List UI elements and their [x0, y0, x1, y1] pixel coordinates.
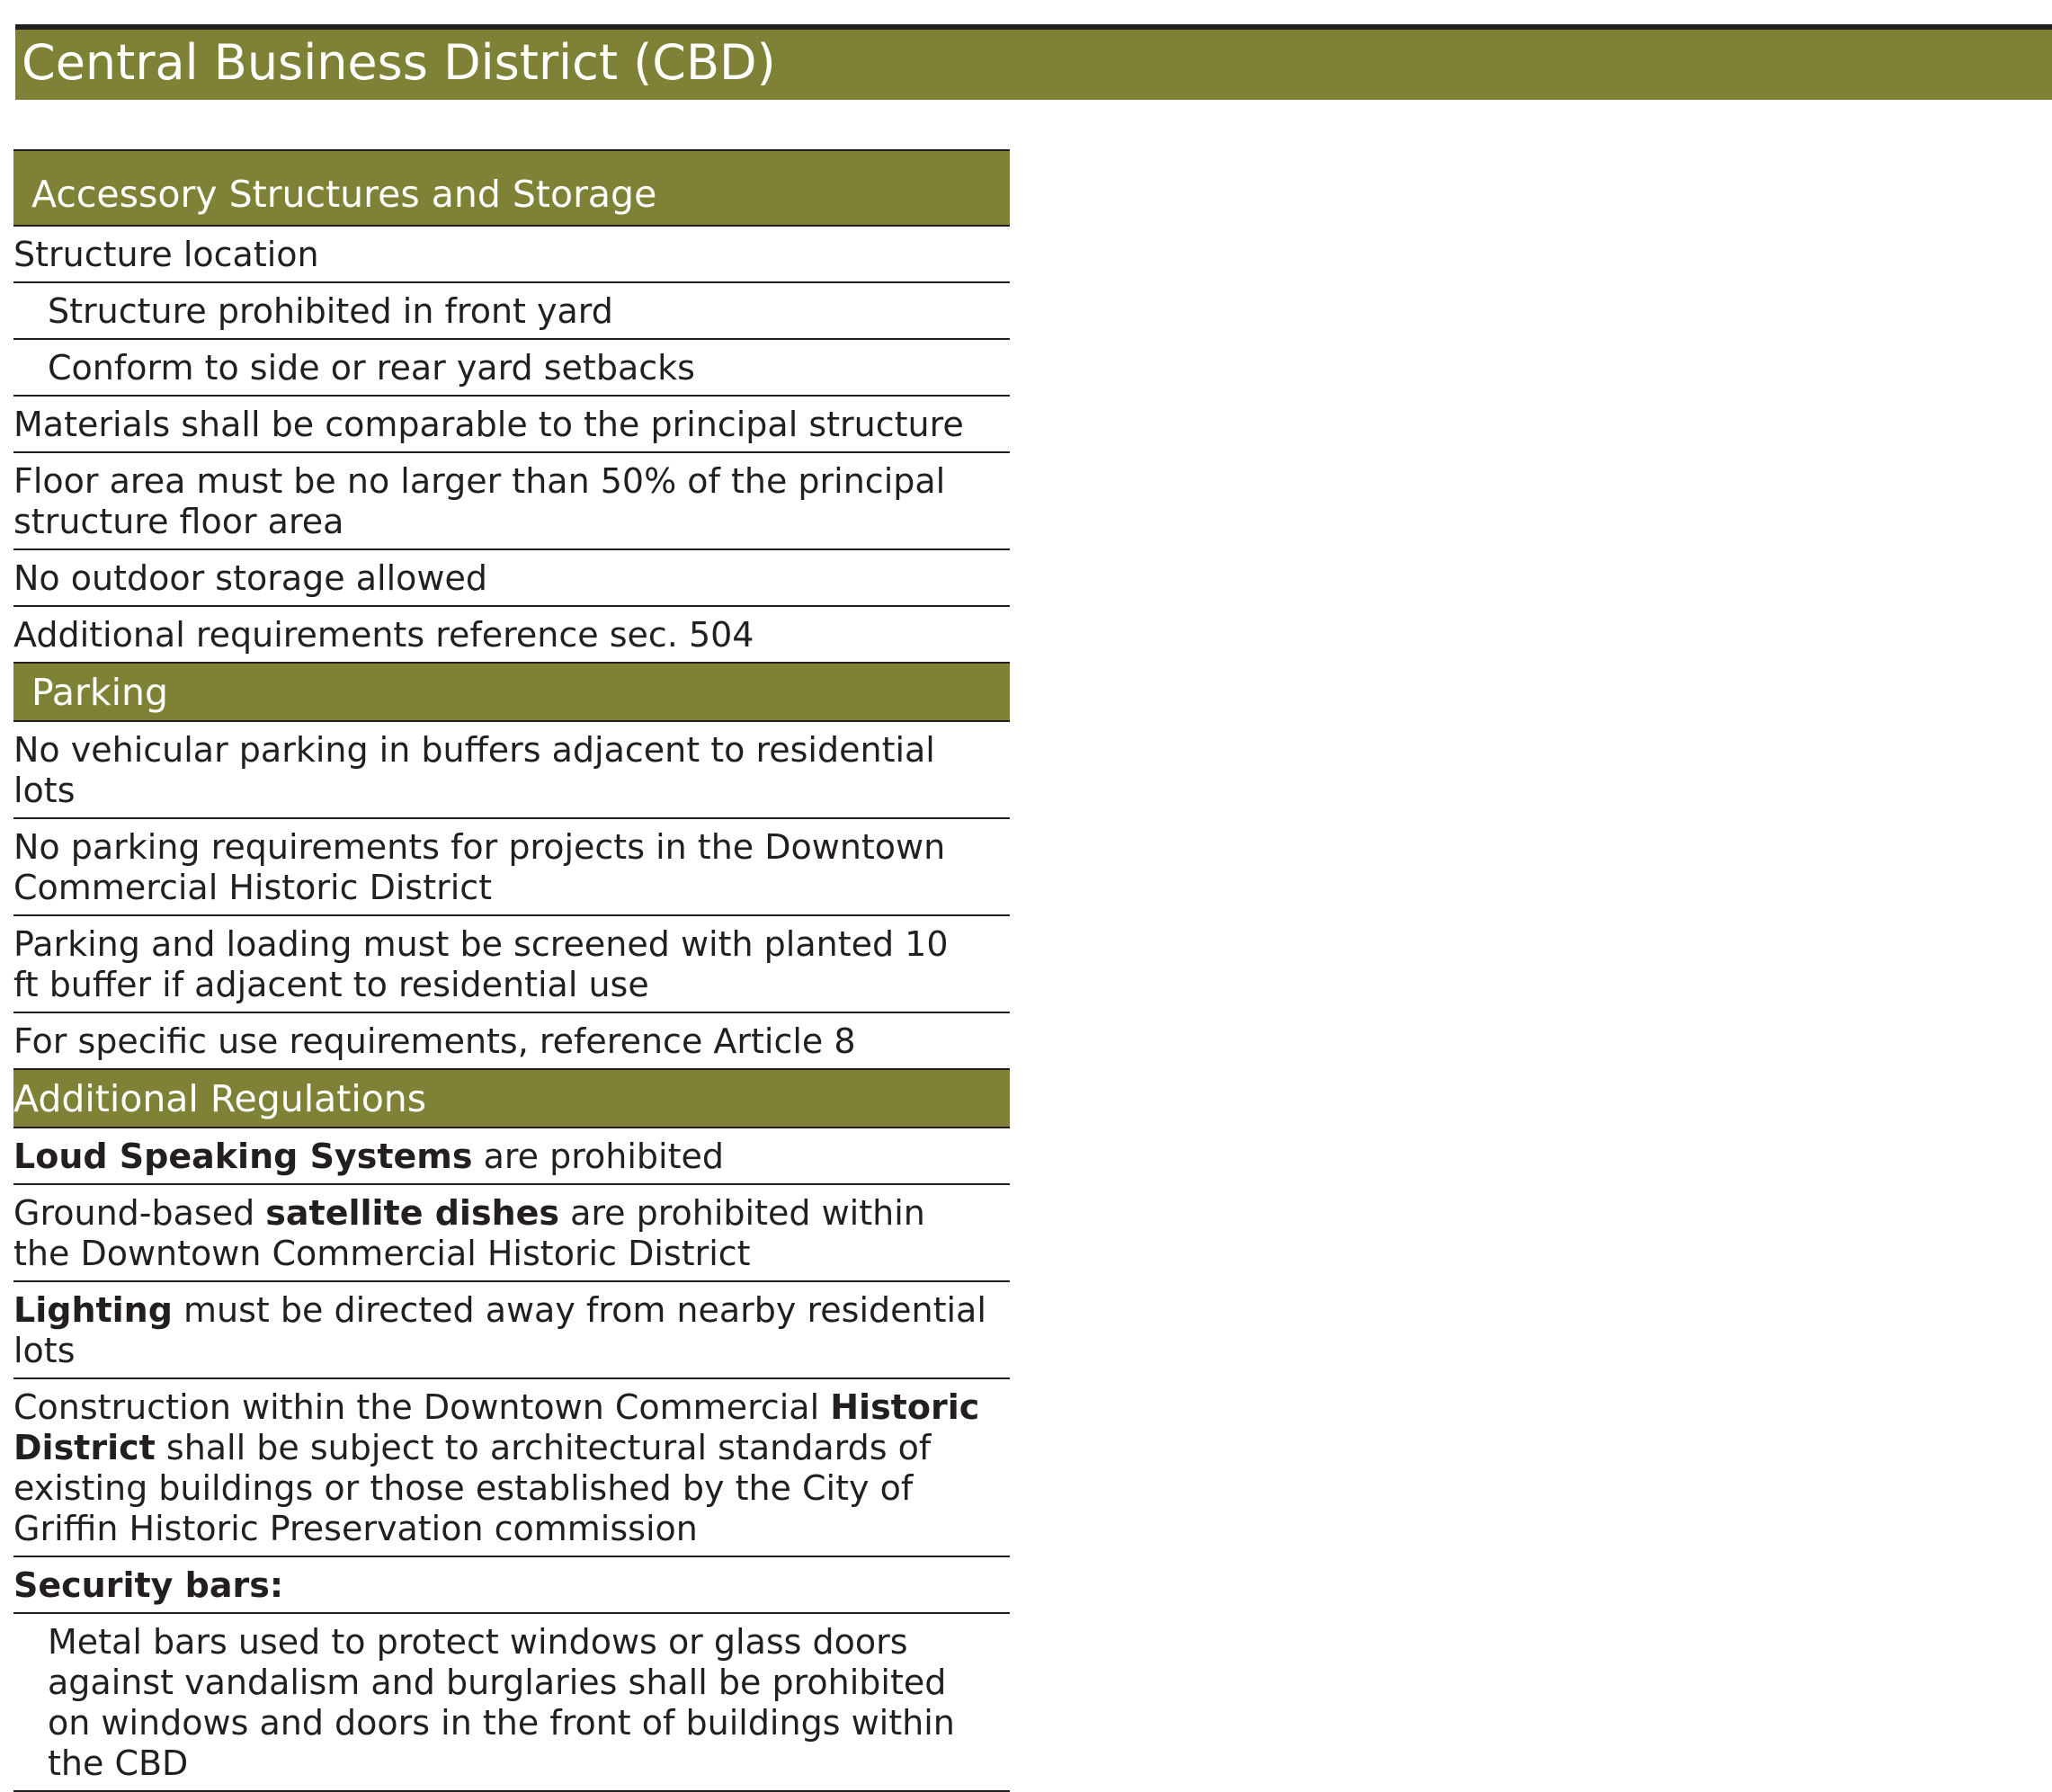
row-text: must be directed away from nearby residential lots — [13, 1290, 986, 1370]
accessory-row-setbacks: Conform to side or rear yard setbacks — [13, 340, 1010, 397]
accessory-row-floor-area: Floor area must be no larger than 50% of the principal structure floor area — [13, 453, 1010, 550]
parking-row-downtown: No parking requirements for projects in the Downtown Commercial Historic District — [13, 819, 1010, 916]
title-band — [15, 30, 2052, 100]
row-text: are prohibited within the Downtown Commercial Historic District — [13, 1193, 925, 1273]
additional-row-security-heading — [13, 1557, 1010, 1614]
page-title: Central Business District (CBD) — [22, 34, 776, 91]
row-text: are prohibited — [472, 1137, 724, 1176]
bold-term: Security bars: — [13, 1565, 284, 1605]
bold-term: Lighting — [13, 1290, 173, 1330]
bold-term: Loud Speaking Systems — [13, 1137, 473, 1176]
additional-row-construction — [13, 1379, 1010, 1557]
section-heading-accessory: Accessory Structures and Storage — [13, 151, 1010, 227]
row-text: shall be subject to architectural standards of existing buildings or those established by the City of Griffin Historic Preservation commission — [13, 1428, 932, 1548]
regulations-panel — [13, 149, 1010, 1792]
parking-row-screening: Parking and loading must be screened with planted 10 ft buffer if adjacent to residential use — [13, 916, 1010, 1013]
accessory-row-structure-location: Structure location — [13, 227, 1010, 283]
row-text: Construction within the Downtown Commercial — [13, 1387, 831, 1427]
row-text: Ground-based — [13, 1193, 266, 1233]
parking-row-article-8: For specific use requirements, reference Article 8 — [13, 1013, 1010, 1070]
bold-term: satellite dishes — [265, 1193, 560, 1233]
additional-row-lighting — [13, 1282, 1010, 1379]
additional-row-loud-speaking — [13, 1128, 1010, 1185]
section-heading-additional: Additional Regulations — [13, 1070, 1010, 1128]
accessory-row-outdoor-storage: No outdoor storage allowed — [13, 550, 1010, 607]
additional-row-security-text: Metal bars used to protect windows or glass doors against vandalism and burglaries shall be prohibited on windows and doors in the front of buildings within the CBD — [13, 1614, 1010, 1792]
section-heading-parking: Parking — [13, 664, 1010, 722]
parking-row-buffers: No vehicular parking in buffers adjacent to residential lots — [13, 722, 1010, 819]
accessory-row-additional-reqs: Additional requirements reference sec. 504 — [13, 607, 1010, 664]
additional-row-satellite — [13, 1185, 1010, 1282]
accessory-row-front-yard: Structure prohibited in front yard — [13, 283, 1010, 340]
bold-term: Historic District — [13, 1387, 980, 1467]
accessory-row-materials: Materials shall be comparable to the principal structure — [13, 397, 1010, 453]
